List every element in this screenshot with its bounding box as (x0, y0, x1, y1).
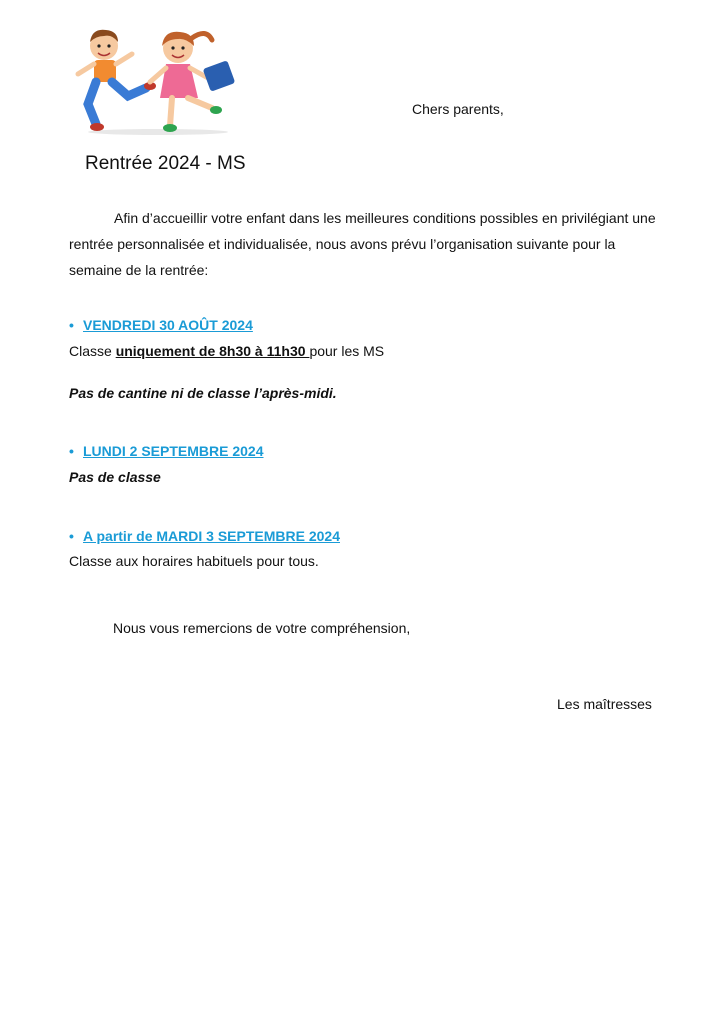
thanks-line: Nous vous remercions de votre compréhension, (113, 620, 411, 636)
signature: Les maîtresses (557, 696, 652, 712)
section-1-line-prefix: Classe (69, 343, 116, 359)
section-1-note: Pas de cantine ni de classe l’après-midi. (69, 385, 337, 401)
page-title: Rentrée 2024 - MS (85, 153, 246, 174)
boy-figure-icon (78, 30, 156, 131)
section-heading-1-label: VENDREDI 30 AOÛT 2024 (83, 317, 253, 333)
section-1-line-suffix: pour les MS (309, 343, 385, 359)
bullet-icon: • (69, 528, 74, 544)
section-1-line (69, 343, 384, 359)
section-heading-3-label: A partir de MARDI 3 SEPTEMBRE 2024 (83, 528, 340, 544)
greeting: Chers parents, (412, 101, 504, 117)
section-heading-1 (69, 317, 253, 333)
section-2-note: Pas de classe (69, 469, 161, 485)
intro-paragraph: Afin d’accueillir votre enfant dans les meilleures conditions possibles en privilégiant une rentrée personnalisée et individualisée, nous avons prévu l’organisation suivante pour la semaine de la rentrée: (69, 210, 656, 278)
bullet-icon: • (69, 443, 74, 459)
bullet-icon: • (69, 317, 74, 333)
section-1-line-emphasis: uniquement de 8h30 à 11h30 (115, 343, 310, 359)
section-heading-3 (69, 528, 340, 544)
girl-figure-icon (150, 32, 235, 132)
section-heading-2-label: LUNDI 2 SEPTEMBRE 2024 (83, 443, 264, 459)
section-3-line: Classe aux horaires habituels pour tous. (69, 553, 319, 569)
section-heading-2 (69, 443, 264, 459)
children-illustration-icon (66, 24, 244, 136)
